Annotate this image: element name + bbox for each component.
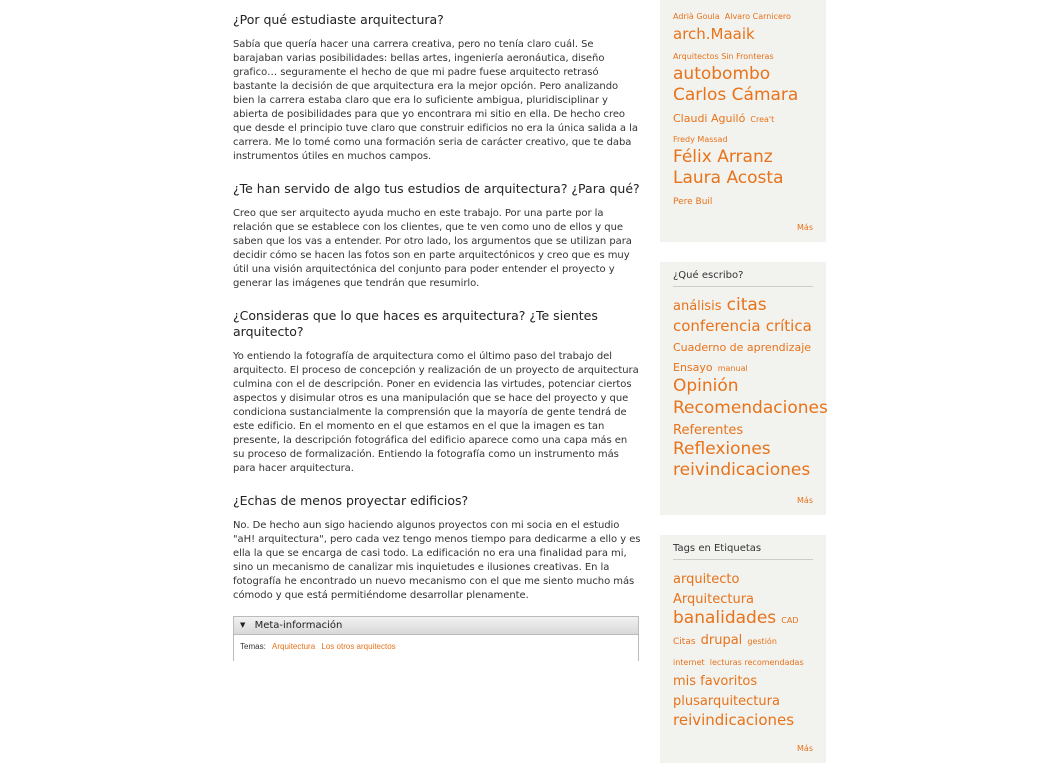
tag-link[interactable]: manual bbox=[717, 364, 748, 374]
tag-link[interactable]: reivindicaciones bbox=[673, 460, 811, 481]
tag-link[interactable]: conferencia bbox=[673, 317, 761, 336]
tag-link[interactable]: Citas bbox=[673, 637, 696, 648]
section-question: ¿Te han servido de algo tus estudios de arquitectura? ¿Para qué? bbox=[233, 181, 640, 196]
tag-link[interactable]: mis favoritos bbox=[673, 673, 758, 689]
more-link[interactable]: Más bbox=[797, 223, 813, 232]
tag-link[interactable]: plusarquitectura bbox=[673, 693, 780, 709]
tag-link[interactable]: Arquitectos Sin Fronteras bbox=[673, 52, 774, 61]
authors-block bbox=[660, 0, 826, 242]
tag-link[interactable]: Cuaderno de aprendizaje bbox=[673, 341, 812, 355]
block-title: Tags en Etiquetas bbox=[673, 535, 813, 560]
tag-link[interactable]: gestión bbox=[747, 637, 777, 647]
section-answer: No. De hecho aun sigo haciendo algunos proyectos con mi socia en el estudio "aH! arquitectura", pero cada vez tengo menos tiempo para dedicarme a ello y es ella la que se encarga de casi todo. La edificación no era una finalidad para mi, sino un mecanismo de canalizar mis inquietudes e ilusiones creativas. En la fotografía he encontrado un nuevo mecanismo con el que me siento mucho más cómodo y que está permitiéndome desarrollar plenamente. bbox=[233, 520, 641, 601]
tag-link[interactable]: crítica bbox=[765, 317, 812, 336]
que-escribo-block bbox=[660, 262, 826, 515]
tag-link[interactable]: Arquitectura bbox=[673, 591, 755, 607]
section-question: ¿Echas de menos proyectar edificios? bbox=[233, 493, 469, 508]
meta-info-body bbox=[234, 635, 638, 661]
tag-link[interactable]: Laura Acosta bbox=[673, 167, 784, 188]
tag-link[interactable]: CAD bbox=[781, 616, 799, 625]
sidebar bbox=[660, 0, 826, 783]
tag-link[interactable]: Ensayo bbox=[673, 361, 713, 375]
tag-link[interactable]: Pere Buil bbox=[673, 197, 713, 207]
tag-link[interactable]: arch.Maaik bbox=[673, 25, 755, 43]
authors-tag-cloud bbox=[673, 0, 813, 209]
tema-link[interactable]: Los otros arquitectos bbox=[321, 642, 396, 651]
tag-link[interactable]: lecturas recomendadas bbox=[709, 657, 804, 667]
tag-link[interactable]: análisis bbox=[673, 299, 722, 314]
meta-info-title: Meta-información bbox=[254, 620, 343, 631]
section-question: ¿Consideras que lo que haces es arquitectura? ¿Te sientes arquitecto? bbox=[233, 308, 598, 339]
etiquetas-block bbox=[660, 535, 826, 764]
tag-link[interactable]: Félix Arranz bbox=[673, 146, 773, 167]
que-escribo-tag-cloud bbox=[673, 287, 828, 482]
tag-link[interactable]: Adrià Goula bbox=[673, 12, 720, 21]
tag-link[interactable]: Referentes bbox=[673, 422, 744, 438]
tag-link[interactable]: Fredy Massad bbox=[673, 134, 728, 144]
tag-link[interactable]: internet bbox=[673, 657, 705, 667]
tag-link[interactable]: arquitecto bbox=[673, 571, 740, 587]
triangle-down-icon: ▼ bbox=[240, 621, 246, 629]
article-body bbox=[233, 0, 641, 661]
meta-info-box bbox=[233, 616, 639, 661]
tag-link[interactable]: Opinión bbox=[673, 376, 739, 397]
etiquetas-tag-cloud bbox=[673, 560, 813, 731]
block-title: ¿Qué escribo? bbox=[673, 262, 813, 287]
meta-info-toggle[interactable] bbox=[234, 617, 638, 635]
tag-link[interactable]: Recomendaciones bbox=[673, 397, 828, 418]
tag-link[interactable]: Reflexiones bbox=[673, 439, 771, 459]
tag-link[interactable]: reivindicaciones bbox=[673, 711, 795, 729]
tag-link[interactable]: drupal bbox=[700, 633, 743, 649]
tag-link[interactable]: citas bbox=[726, 295, 767, 315]
tag-link[interactable]: Claudi Aguiló bbox=[673, 111, 746, 125]
section-answer: Yo entiendo la fotografía de arquitectura como el último paso del trabajo del arquitecto. El proceso de concepción y realización de un proyecto de arquitectura culmina con el de descripción. Poner en evidencia las virtudes, potenciar ciertos aspectos y disimular otros es una manipulación que se hace del proyecto y que condiciona sustancialmente la comprensión que la mayoría de gente tendrá de este edificio. En el momento en el que estamos en el que la imagen es tan presente, la descripción fotográfica del edificio aparece como una capa más en su proceso de formalización. Entiendo la fotografía como un instrumento más para hacer arquitectura. bbox=[233, 351, 639, 474]
tag-link[interactable]: Alvaro Carnicero bbox=[724, 12, 791, 21]
more-link[interactable]: Más bbox=[797, 495, 813, 505]
section-answer: Creo que ser arquitecto ayuda mucho en este trabajo. Por una parte por la relación que se establece con los clientes, que te ven como uno de ellos y que saben que los vas a entender. Por otro lado, los argumentos que se utilizan para decidir cómo se hacen las fotos son en parte arquitectónicos y creo que es muy útil una visión arquitectónica del conjunto para poder entender el proyecto y generar las imágenes que tendrán que resumirlo. bbox=[233, 208, 632, 289]
more-link[interactable]: Más bbox=[797, 744, 813, 753]
section-question: ¿Por qué estudiaste arquitectura? bbox=[233, 12, 444, 27]
tag-link[interactable]: Carlos Cámara bbox=[673, 85, 799, 106]
section-answer: Sabía que quería hacer una carrera creativa, pero no tenía claro cuál. Se barajaban varias posibilidades: bellas artes, ingeniería aeronáutica, diseño grafico… seguramente el hecho de que mi padre fuese arquitecto retrasó bastante la decisión de que arquitectura era la mejor opción. Pero analizando bien la carrera estaba claro que era lo suficiente ambigua, pluridisciplinar y abierta de posibilidades para que yo encontrara mi sitio en ella. De hecho creo que desde el principio tuve claro que construir edificios no era la única salida a la carrera. Me lo tomé como una formación seria de carácter creativo, que te daba instrumentos útiles en muchos campos. bbox=[233, 39, 638, 162]
tag-link[interactable]: banalidades bbox=[673, 608, 777, 628]
tag-link[interactable]: Crea't bbox=[750, 114, 775, 124]
tag-link[interactable]: autobombo bbox=[673, 64, 771, 84]
temas-label: Temas: bbox=[240, 642, 266, 651]
tema-link[interactable]: Arquitectura bbox=[272, 642, 316, 651]
